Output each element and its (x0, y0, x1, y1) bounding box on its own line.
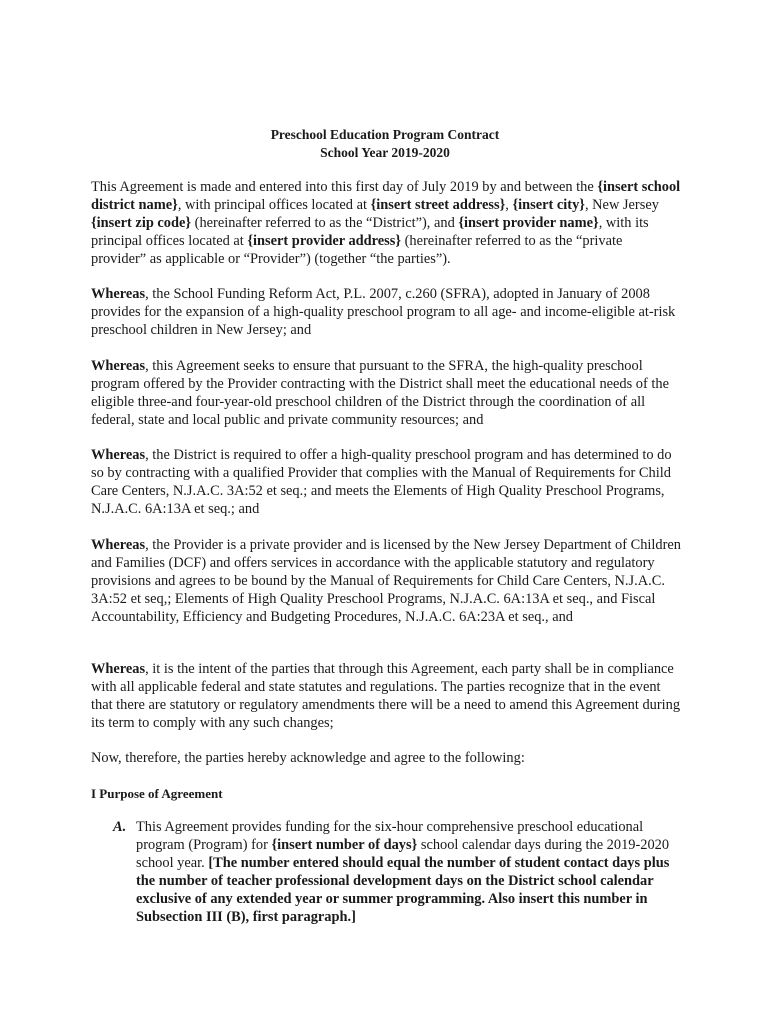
whereas-keyword: Whereas (91, 447, 146, 463)
intro-text: , with principal offices located at (177, 197, 371, 213)
list-marker-a: A. (113, 819, 127, 835)
section-heading-purpose: I Purpose of Agreement (91, 786, 223, 801)
intro-text: (hereinafter referred to as the “private provider” as applicable or “Provider”) (together “the parties”). (91, 233, 623, 267)
placeholder-district-name: {insert school district name} (91, 179, 681, 213)
placeholder-street-address: {insert street address} (370, 197, 506, 213)
whereas-keyword: Whereas (91, 286, 146, 302)
whereas-paragraph-2 (91, 357, 681, 429)
item-a-text: school calendar days during the 2019-2020 school year. (136, 837, 670, 871)
whereas-paragraph-3 (91, 446, 681, 518)
list-item-a-body (136, 818, 683, 926)
intro-text: This Agreement is made and entered into this first day of July 2019 by and between the (91, 179, 598, 195)
intro-text: , New Jersey (584, 197, 659, 213)
whereas-keyword: Whereas (91, 358, 146, 374)
item-a-text: This Agreement provides funding for the six-hour comprehensive preschool educational program (Program) for (136, 819, 644, 853)
title-line-2: School Year 2019-2020 (320, 145, 450, 160)
placeholder-zip-code: {insert zip code} (91, 215, 192, 231)
list-item-a (113, 818, 683, 926)
whereas-paragraph-1 (91, 285, 681, 339)
placeholder-city: {insert city} (512, 197, 585, 213)
now-therefore-paragraph: Now, therefore, the parties hereby acknowledge and agree to the following: (91, 750, 525, 766)
intro-text: , with its principal offices located at (91, 215, 649, 249)
placeholder-provider-name: {insert provider name} (458, 215, 599, 231)
whereas-text: , this Agreement seeks to ensure that pursuant to the SFRA, the high-quality preschool program offered by the Provider contracting with the District shall meet the educational needs of the eligible three-and four-year-old preschool children of the District through the coordination of all federal, state and local public and private community resources; and (91, 358, 669, 428)
title-line-1: Preschool Education Program Contract (270, 127, 500, 142)
whereas-paragraph-5 (91, 660, 681, 732)
whereas-text: , the Provider is a private provider and is licensed by the New Jersey Department of Children and Families (DCF) and offers services in accordance with the applicable statutory and regulatory provisions and agrees to be bound by the Manual of Requirements for Child Care Centers, N.J.A.C. 3A:52 et seq,; Elements of High Quality Preschool Programs, N.J.A.C. 6A:13A et seq., and Fiscal Accountability, Efficiency and Budgeting Procedures, N.J.A.C. 6A:23A et seq., and (91, 537, 681, 625)
document-title (0, 126, 770, 162)
placeholder-provider-address: {insert provider address} (247, 233, 402, 249)
whereas-text: , the District is required to offer a high-quality preschool program and has determined to do so by contracting with a qualified Provider that complies with the Manual of Requirements for Child Care Centers, N.J.A.C. 3A:52 et seq.; and meets the Elements of High Quality Preschool Programs, N.J.A.C. 6A:13A et seq.; and (91, 447, 672, 517)
instruction-note: [The number entered should equal the number of student contact days plus the number of teacher professional development days on the District school calendar exclusive of any extended year or summer programming. Also insert this number in Subsection III (B), first paragraph.] (136, 855, 670, 925)
placeholder-number-of-days: {insert number of days} (271, 837, 418, 853)
whereas-text: , the School Funding Reform Act, P.L. 2007, c.260 (SFRA), adopted in January of 2008 provides for the expansion of a high-quality preschool program to all age- and income-eligible at-risk preschool children in New Jersey; and (91, 286, 676, 338)
whereas-paragraph-4 (91, 536, 681, 626)
whereas-text: , it is the intent of the parties that through this Agreement, each party shall be in compliance with all applicable federal and state statutes and regulations. The parties recognize that in the event that there are statutory or regulatory amendments there will be a need to amend this Agreement during its term to comply with any such changes; (91, 661, 681, 731)
whereas-keyword: Whereas (91, 661, 146, 677)
intro-text: (hereinafter referred to as the “District”), and (191, 215, 459, 231)
intro-paragraph (91, 178, 681, 268)
intro-text: , (505, 197, 513, 213)
whereas-keyword: Whereas (91, 537, 146, 553)
